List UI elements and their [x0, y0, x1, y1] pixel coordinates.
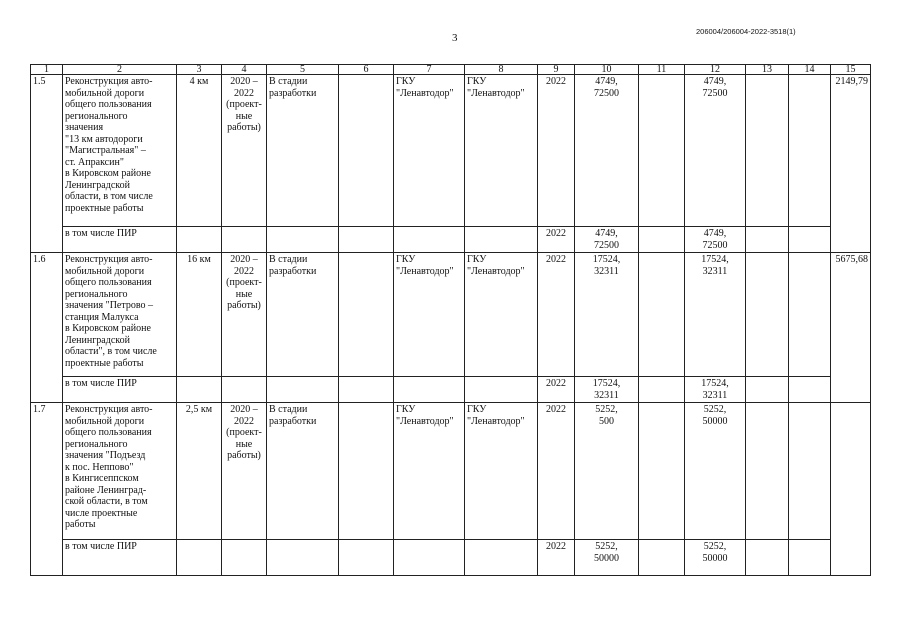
program-table [30, 64, 871, 576]
column-header: 14 [789, 65, 831, 75]
empty-cell [267, 377, 339, 403]
column-header: 7 [394, 65, 465, 75]
subrow-col10: 17524, 32311 [575, 377, 639, 403]
table-row [31, 75, 871, 227]
empty-cell [465, 227, 538, 253]
column-header: 5 [267, 65, 339, 75]
empty-cell [177, 540, 222, 576]
year: 2022 [538, 75, 575, 227]
amount-col12: 5252, 50000 [685, 403, 746, 540]
column-header: 8 [465, 65, 538, 75]
road-length: 16 км [177, 253, 222, 377]
empty-cell [177, 377, 222, 403]
column-header: 13 [746, 65, 789, 75]
subrow-col12: 4749, 72500 [685, 227, 746, 253]
cell-col11 [639, 253, 685, 377]
empty-cell [267, 540, 339, 576]
contractor: ГКУ "Ленавтодор" [465, 75, 538, 227]
empty-cell [177, 227, 222, 253]
empty-cell [639, 540, 685, 576]
customer: ГКУ "Ленавтодор" [394, 75, 465, 227]
subrow-year: 2022 [538, 227, 575, 253]
road-length: 2,5 км [177, 403, 222, 540]
customer: ГКУ "Ленавтодор" [394, 403, 465, 540]
empty-cell [789, 227, 831, 253]
empty-cell [746, 377, 789, 403]
empty-cell [339, 227, 394, 253]
column-header: 10 [575, 65, 639, 75]
column-header: 1 [31, 65, 63, 75]
road-length: 4 км [177, 75, 222, 227]
column-header: 12 [685, 65, 746, 75]
customer: ГКУ "Ленавтодор" [394, 253, 465, 377]
empty-cell [222, 377, 267, 403]
column-number-row [31, 65, 871, 75]
subrow-label: в том числе ПИР [63, 540, 177, 576]
cell-col11 [639, 403, 685, 540]
subrow-label: в том числе ПИР [63, 377, 177, 403]
amount-col10: 4749, 72500 [575, 75, 639, 227]
object-name: Реконструкция авто- мобильной дороги общего пользования регионального значения "Петрово – станция Малукса в Кировском районе Ленинградской области", в том числе проектные работы [63, 253, 177, 377]
table-subrow [31, 377, 871, 403]
column-header: 3 [177, 65, 222, 75]
empty-cell [267, 227, 339, 253]
empty-cell [789, 377, 831, 403]
empty-cell [465, 540, 538, 576]
page-number: 3 [452, 32, 458, 44]
empty-cell [746, 227, 789, 253]
amount-col10: 5252, 500 [575, 403, 639, 540]
year: 2022 [538, 253, 575, 377]
cell-col13 [746, 75, 789, 227]
empty-cell [789, 540, 831, 576]
amount-col15 [831, 403, 871, 576]
column-header: 11 [639, 65, 685, 75]
stage: В стадии разработки [267, 253, 339, 377]
subrow-col10: 4749, 72500 [575, 227, 639, 253]
amount-col12: 4749, 72500 [685, 75, 746, 227]
subrow-col10: 5252, 50000 [575, 540, 639, 576]
empty-cell [339, 540, 394, 576]
cell-col6 [339, 253, 394, 377]
table-row [31, 403, 871, 540]
stage: В стадии разработки [267, 403, 339, 540]
empty-cell [222, 540, 267, 576]
table-subrow [31, 227, 871, 253]
subrow-col12: 5252, 50000 [685, 540, 746, 576]
contractor: ГКУ "Ленавтодор" [465, 253, 538, 377]
cell-col13 [746, 403, 789, 540]
subrow-year: 2022 [538, 377, 575, 403]
empty-cell [339, 377, 394, 403]
empty-cell [639, 227, 685, 253]
cell-col14 [789, 403, 831, 540]
object-name: Реконструкция авто- мобильной дороги общего пользования регионального значения "Подъезд к пос. Неппово" в Кингисеппском районе Ленинград- ской области, в том числе проектные работы [63, 403, 177, 540]
cell-col6 [339, 75, 394, 227]
empty-cell [746, 540, 789, 576]
column-header: 15 [831, 65, 871, 75]
cell-col14 [789, 75, 831, 227]
row-number: 1.7 [31, 403, 63, 576]
empty-cell [222, 227, 267, 253]
empty-cell [394, 377, 465, 403]
amount-col15: 2149,79 [831, 75, 871, 253]
contractor: ГКУ "Ленавтодор" [465, 403, 538, 540]
work-period: 2020 – 2022 (проект- ные работы) [222, 253, 267, 377]
column-header: 6 [339, 65, 394, 75]
table-row [31, 253, 871, 377]
cell-col13 [746, 253, 789, 377]
amount-col12: 17524, 32311 [685, 253, 746, 377]
column-header: 9 [538, 65, 575, 75]
cell-col14 [789, 253, 831, 377]
stage: В стадии разработки [267, 75, 339, 227]
cell-col11 [639, 75, 685, 227]
year: 2022 [538, 403, 575, 540]
subrow-label: в том числе ПИР [63, 227, 177, 253]
empty-cell [465, 377, 538, 403]
row-number: 1.6 [31, 253, 63, 403]
row-number: 1.5 [31, 75, 63, 253]
table-subrow [31, 540, 871, 576]
empty-cell [394, 540, 465, 576]
column-header: 4 [222, 65, 267, 75]
work-period: 2020 – 2022 (проект- ные работы) [222, 403, 267, 540]
empty-cell [394, 227, 465, 253]
cell-col6 [339, 403, 394, 540]
column-header: 2 [63, 65, 177, 75]
work-period: 2020 – 2022 (проект- ные работы) [222, 75, 267, 227]
subrow-year: 2022 [538, 540, 575, 576]
subrow-col12: 17524, 32311 [685, 377, 746, 403]
object-name: Реконструкция авто- мобильной дороги общего пользования регионального значения "13 км автодороги "Магистральная" – ст. Апраксин" в Кировском районе Ленинградской области, в том числе проектные работы [63, 75, 177, 227]
amount-col15: 5675,68 [831, 253, 871, 403]
amount-col10: 17524, 32311 [575, 253, 639, 377]
document-reference: 206004/206004-2022-3518(1) [696, 27, 796, 36]
empty-cell [639, 377, 685, 403]
